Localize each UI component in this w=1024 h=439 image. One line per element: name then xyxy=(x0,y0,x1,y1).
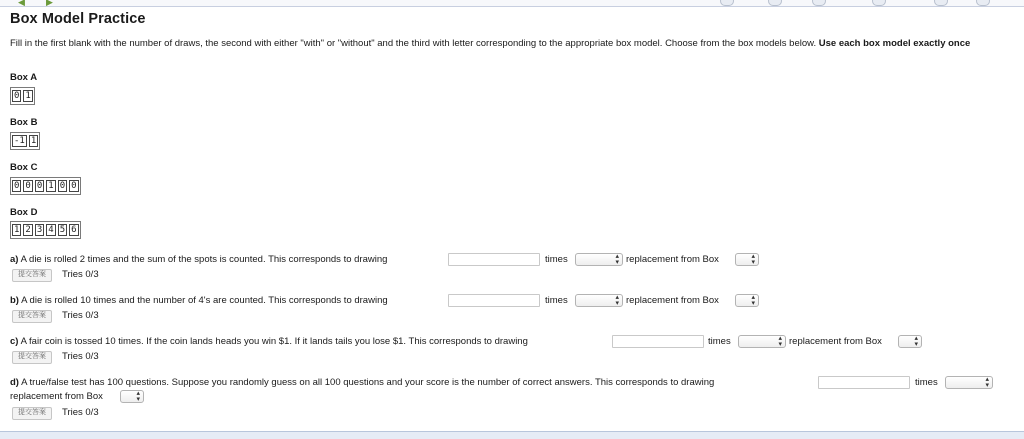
back-arrow-icon[interactable]: ◀ xyxy=(18,0,25,7)
ticket: 5 xyxy=(59,225,66,235)
question-text: A fair coin is tossed 10 times. If the coin lands heads you win $1. If it lands tails you lose $1. This corresponds to drawing xyxy=(20,336,528,347)
question-text: A die is rolled 2 times and the sum of the spots is counted. This corresponds to drawing xyxy=(20,254,388,265)
times-label: times xyxy=(915,377,938,388)
ticket: 1 xyxy=(30,136,37,146)
ticket: -1 xyxy=(14,136,25,146)
browser-toolbar-strip xyxy=(0,0,1024,7)
question-letter: d) xyxy=(10,377,19,388)
draws-input[interactable] xyxy=(448,253,540,266)
submit-answer-button[interactable]: 提交答案 xyxy=(12,269,52,282)
replacement-label: replacement from Box xyxy=(626,254,719,265)
toolbar-icon[interactable] xyxy=(720,0,734,6)
box-select[interactable] xyxy=(735,294,759,307)
question-letter: b) xyxy=(10,295,19,306)
select-arrows-icon: ▴ ▾ xyxy=(136,390,140,403)
forward-arrow-icon[interactable]: ▶ xyxy=(46,0,53,7)
submit-answer-button[interactable]: 提交答案 xyxy=(12,351,52,364)
ticket: 0 xyxy=(25,181,31,191)
box-c xyxy=(10,177,81,195)
page-title: Box Model Practice xyxy=(10,11,146,27)
ticket: 0 xyxy=(14,181,20,191)
instructions-text: Fill in the first blank with the number of draws, the second with either "with" or "without" and the third with letter corresponding to the appropriate box model. Choose from the box models below. xyxy=(10,38,817,49)
ticket: 1 xyxy=(48,181,54,191)
draws-input[interactable] xyxy=(818,376,910,389)
question-d xyxy=(10,377,714,388)
select-arrows-icon: ▴ ▾ xyxy=(751,294,755,307)
tries-counter: Tries 0/3 xyxy=(62,269,99,280)
tries-counter: Tries 0/3 xyxy=(62,407,99,418)
question-c xyxy=(10,336,528,347)
with-without-select[interactable] xyxy=(738,335,786,348)
tries-counter: Tries 0/3 xyxy=(62,310,99,321)
select-arrows-icon: ▴ ▾ xyxy=(615,294,619,307)
times-label: times xyxy=(708,336,731,347)
select-arrows-icon: ▴ ▾ xyxy=(751,253,755,266)
submit-answer-button[interactable]: 提交答案 xyxy=(12,407,52,420)
question-text: A true/false test has 100 questions. Suppose you randomly guess on all 100 questions and your score is the number of correct answers. This corresponds to drawing xyxy=(21,377,715,388)
toolbar-icon[interactable] xyxy=(768,0,782,6)
ticket: 4 xyxy=(48,225,54,235)
toolbar-icon[interactable] xyxy=(976,0,990,6)
box-d-label: Box D xyxy=(10,207,38,218)
times-label: times xyxy=(545,295,568,306)
submit-answer-button[interactable]: 提交答案 xyxy=(12,310,52,323)
ticket: 0 xyxy=(71,181,77,191)
box-d xyxy=(10,221,81,239)
box-a-label: Box A xyxy=(10,72,38,83)
box-select[interactable] xyxy=(735,253,759,266)
question-text: A die is rolled 10 times and the number of 4's are counted. This corresponds to drawing xyxy=(21,295,388,306)
ticket: 0 xyxy=(59,181,66,191)
box-b xyxy=(10,132,40,150)
ticket: 2 xyxy=(25,225,31,235)
select-arrows-icon: ▴ ▾ xyxy=(615,253,619,266)
draws-input[interactable] xyxy=(612,335,704,348)
toolbar-icon[interactable] xyxy=(934,0,948,6)
select-arrows-icon: ▴ ▾ xyxy=(778,335,782,348)
select-arrows-icon: ▴ ▾ xyxy=(914,335,918,348)
select-arrows-icon: ▴ ▾ xyxy=(985,376,989,389)
replacement-label: replacement from Box xyxy=(10,391,103,402)
replacement-label: replacement from Box xyxy=(626,295,719,306)
ticket: 0 xyxy=(36,181,43,191)
draws-input[interactable] xyxy=(448,294,540,307)
box-select[interactable] xyxy=(898,335,922,348)
instructions-bold-text: Use each box model exactly once xyxy=(818,38,971,49)
box-c-label: Box C xyxy=(10,162,38,173)
question-letter: a) xyxy=(10,254,19,265)
ticket: 1 xyxy=(14,225,20,235)
box-a xyxy=(10,87,35,105)
tries-counter: Tries 0/3 xyxy=(62,351,99,362)
question-b xyxy=(10,295,388,306)
toolbar-icon[interactable] xyxy=(812,0,826,6)
with-without-select[interactable] xyxy=(945,376,993,389)
box-select[interactable] xyxy=(120,390,144,403)
ticket: 6 xyxy=(71,225,77,235)
with-without-select[interactable] xyxy=(575,294,623,307)
with-without-select[interactable] xyxy=(575,253,623,266)
question-a xyxy=(10,254,387,265)
replacement-label: replacement from Box xyxy=(789,336,882,347)
box-b-label: Box B xyxy=(10,117,38,128)
ticket: 0 xyxy=(14,91,20,101)
times-label: times xyxy=(545,254,568,265)
question-letter: c) xyxy=(10,336,19,347)
instructions xyxy=(10,38,1010,51)
toolbar-icon[interactable] xyxy=(872,0,886,6)
ticket: 1 xyxy=(25,91,31,101)
ticket: 3 xyxy=(36,225,43,235)
